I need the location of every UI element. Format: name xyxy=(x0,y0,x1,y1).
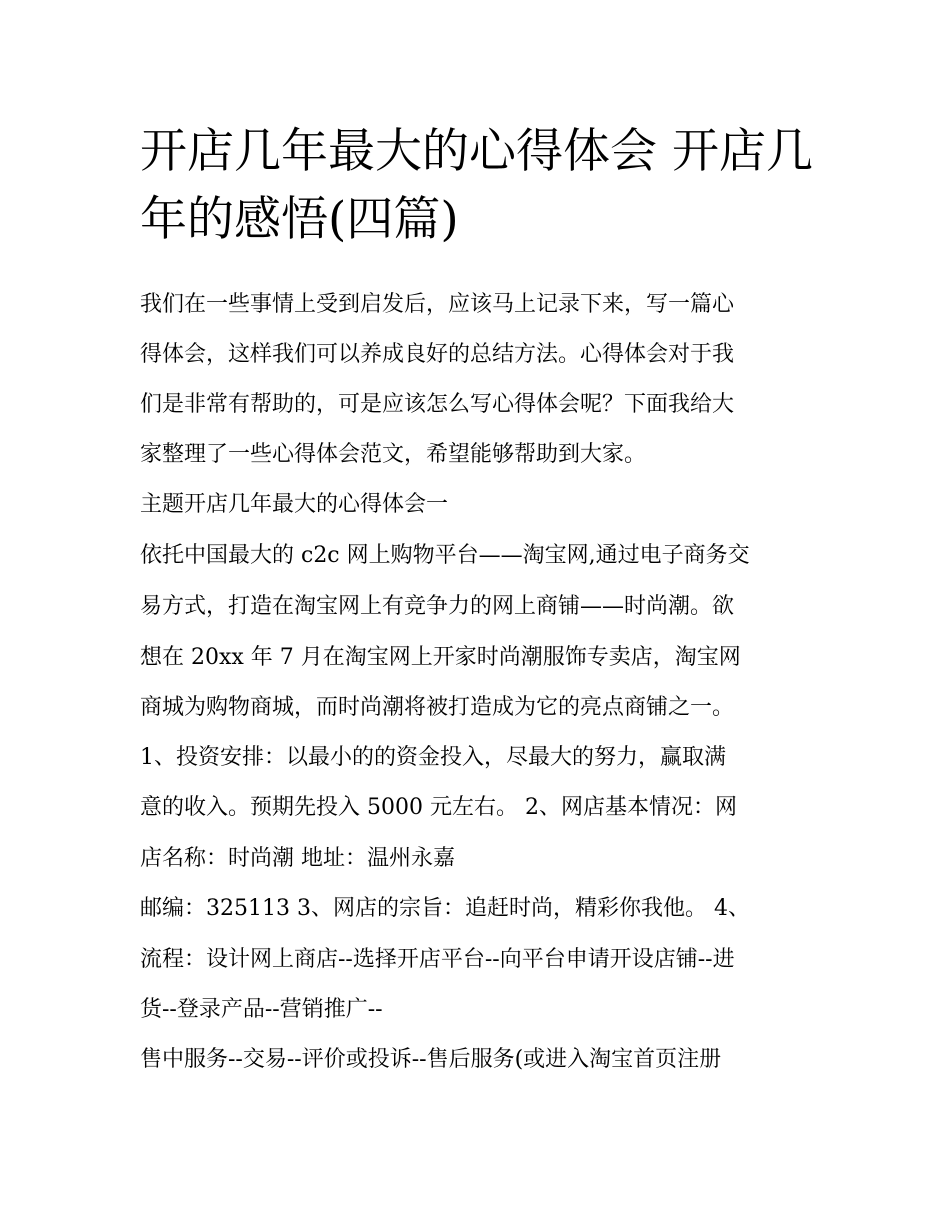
body-line: 想在 20xx 年 7 月在淘宝网上开家时尚潮服饰专卖店，淘宝网 xyxy=(140,645,741,670)
body-line: 我们在一些事情上受到启发后，应该马上记录下来，写一篇心 xyxy=(140,292,735,317)
body-line: 售中服务--交易--评价或投诉--售后服务(或进入淘宝首页注册 xyxy=(140,1047,722,1072)
body-line: 依托中国最大的 c2c 网上购物平台——淘宝网,通过电子商务交 xyxy=(140,543,750,568)
section-heading: 主题开店几年最大的心得体会一 xyxy=(140,492,449,517)
body-line: 意的收入。预期先投入 5000 元左右。 2、网店基本情况：网 xyxy=(140,795,737,820)
body-line: 得体会，这样我们可以养成良好的总结方法。心得体会对于我 xyxy=(140,342,735,367)
body-line: 货--登录产品--营销推广-- xyxy=(140,997,383,1022)
body-line: 们是非常有帮助的，可是应该怎么写心得体会呢？下面我给大 xyxy=(140,392,735,417)
body-line: 家整理了一些心得体会范文，希望能够帮助到大家。 xyxy=(140,442,647,467)
body-line: 商城为购物商城，而时尚潮将被打造成为它的亮点商铺之一。 xyxy=(140,695,735,720)
body-line: 邮编：325113 3、网店的宗旨：追赶时尚，精彩你我他。 4、 xyxy=(140,896,750,921)
document-title: 开店几年最大的心得体会 开店几年的感悟(四篇) xyxy=(140,124,813,247)
body-line: 店名称：时尚潮 地址：温州永嘉 xyxy=(140,846,455,871)
body-line: 流程：设计网上商店--选择开店平台--向平台申请开设店铺--进 xyxy=(140,947,735,972)
body-line: 易方式，打造在淘宝网上有竞争力的网上商铺——时尚潮。欲 xyxy=(140,594,735,619)
body-line: 1、投资安排：以最小的的资金投入，尽最大的努力，赢取满 xyxy=(140,745,726,770)
